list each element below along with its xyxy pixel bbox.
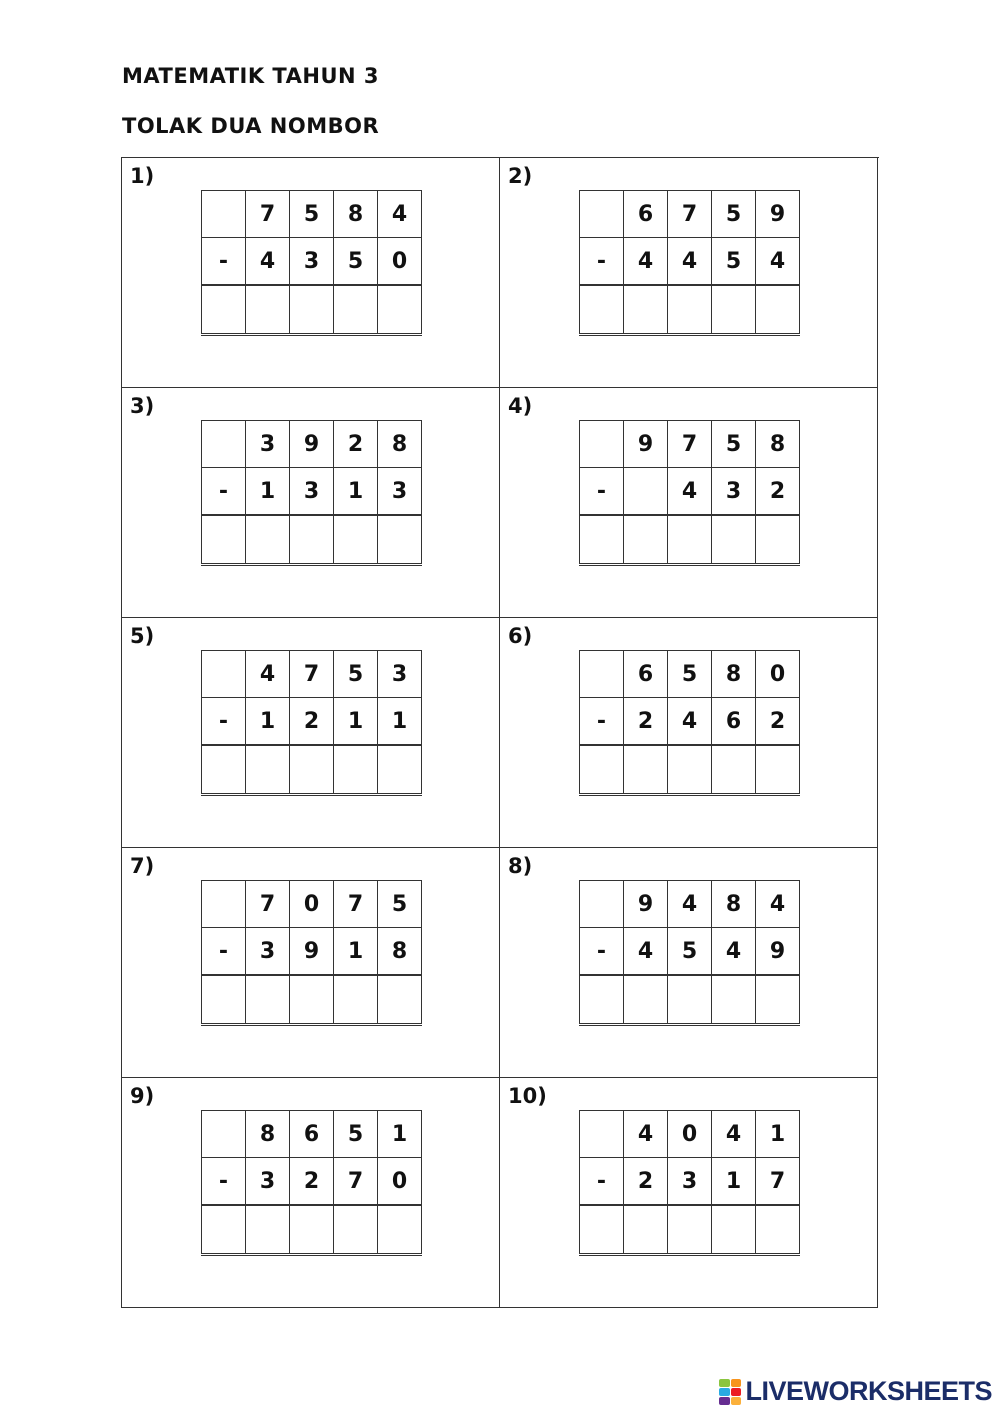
answer-box[interactable] xyxy=(668,285,712,335)
subtrahend-digit: 4 xyxy=(624,238,668,286)
subtrahend-digit: 1 xyxy=(334,698,378,746)
minuend-row xyxy=(580,1111,800,1158)
minuend-digit: 5 xyxy=(334,1111,378,1158)
subtrahend-row xyxy=(202,468,422,516)
subtrahend-digit: 4 xyxy=(668,238,712,286)
subtrahend-digit: 3 xyxy=(378,468,422,516)
minuend-digit: 2 xyxy=(334,421,378,468)
sign-cell xyxy=(202,421,246,468)
answer-box[interactable] xyxy=(202,745,246,795)
worksheet-subtitle: TOLAK DUA NOMBOR xyxy=(122,114,380,138)
answer-row xyxy=(202,745,422,795)
logo-tile xyxy=(719,1379,730,1387)
minuend-digit: 8 xyxy=(378,421,422,468)
sign-cell xyxy=(580,421,624,468)
minuend-digit: 8 xyxy=(334,191,378,238)
answer-box[interactable] xyxy=(580,745,624,795)
answer-box[interactable] xyxy=(246,745,290,795)
minuend-digit: 4 xyxy=(668,881,712,928)
worksheet-title: MATEMATIK TAHUN 3 xyxy=(122,64,380,88)
subtrahend-digit: 8 xyxy=(378,928,422,976)
minuend-digit: 4 xyxy=(756,881,800,928)
answer-box[interactable] xyxy=(290,285,334,335)
subtrahend-digit: 2 xyxy=(756,698,800,746)
problem-number: 6) xyxy=(508,624,533,648)
answer-row xyxy=(580,745,800,795)
minuend-row xyxy=(202,421,422,468)
problem-number: 3) xyxy=(130,394,155,418)
minuend-digit: 4 xyxy=(624,1111,668,1158)
subtrahend-digit: 4 xyxy=(712,928,756,976)
answer-row xyxy=(580,515,800,565)
subtrahend-row xyxy=(580,928,800,976)
logo-tile xyxy=(731,1379,742,1387)
subtrahend-row xyxy=(202,928,422,976)
answer-box[interactable] xyxy=(712,1205,756,1255)
subtrahend-row xyxy=(202,698,422,746)
minuend-digit: 0 xyxy=(290,881,334,928)
logo-tile xyxy=(719,1397,730,1405)
minuend-digit: 8 xyxy=(712,881,756,928)
minuend-row xyxy=(202,191,422,238)
answer-box[interactable] xyxy=(378,745,422,795)
minuend-digit: 6 xyxy=(624,651,668,698)
answer-box[interactable] xyxy=(624,285,668,335)
subtrahend-digit: 3 xyxy=(246,928,290,976)
subtrahend-row xyxy=(580,1158,800,1206)
subtrahend-row xyxy=(202,238,422,286)
problem-cell xyxy=(500,848,878,1078)
logo-tile xyxy=(719,1388,730,1396)
liveworksheets-logo-icon xyxy=(719,1379,741,1405)
minuend-digit: 8 xyxy=(756,421,800,468)
answer-box[interactable] xyxy=(290,1205,334,1255)
answer-box[interactable] xyxy=(712,285,756,335)
subtrahend-digit: 0 xyxy=(378,238,422,286)
answer-box[interactable] xyxy=(624,1205,668,1255)
subtrahend-digit: 1 xyxy=(334,928,378,976)
minuend-digit: 5 xyxy=(378,881,422,928)
answer-row xyxy=(580,285,800,335)
minuend-row xyxy=(580,881,800,928)
answer-box[interactable] xyxy=(580,1205,624,1255)
answer-box[interactable] xyxy=(756,515,800,565)
sign-cell xyxy=(580,191,624,238)
minuend-digit: 6 xyxy=(290,1111,334,1158)
problem-cell xyxy=(500,618,878,848)
answer-box[interactable] xyxy=(202,1205,246,1255)
minuend-digit: 1 xyxy=(378,1111,422,1158)
minuend-digit: 7 xyxy=(246,881,290,928)
minuend-digit: 3 xyxy=(378,651,422,698)
answer-box[interactable] xyxy=(334,1205,378,1255)
subtrahend-digit: 1 xyxy=(246,698,290,746)
subtraction-table xyxy=(579,880,800,1026)
subtrahend-digit: 5 xyxy=(334,238,378,286)
subtrahend-digit: 6 xyxy=(712,698,756,746)
minuend-digit: 0 xyxy=(668,1111,712,1158)
problem-cell xyxy=(122,618,500,848)
answer-box[interactable] xyxy=(668,745,712,795)
subtrahend-digit: 0 xyxy=(378,1158,422,1206)
problem-number: 9) xyxy=(130,1084,155,1108)
answer-box[interactable] xyxy=(668,515,712,565)
answer-box[interactable] xyxy=(712,975,756,1025)
sign-cell xyxy=(202,1111,246,1158)
problem-number: 2) xyxy=(508,164,533,188)
minus-sign: - xyxy=(580,238,624,286)
minuend-digit: 0 xyxy=(756,651,800,698)
problem-cell xyxy=(122,388,500,618)
subtrahend-row xyxy=(580,698,800,746)
answer-box[interactable] xyxy=(624,745,668,795)
minuend-digit: 5 xyxy=(334,651,378,698)
subtrahend-digit: 5 xyxy=(668,928,712,976)
minuend-row xyxy=(580,651,800,698)
subtrahend-row xyxy=(202,1158,422,1206)
minuend-digit: 4 xyxy=(378,191,422,238)
minuend-digit: 7 xyxy=(334,881,378,928)
answer-box[interactable] xyxy=(756,975,800,1025)
subtraction-table xyxy=(579,650,800,796)
subtrahend-digit: 2 xyxy=(624,698,668,746)
subtraction-table xyxy=(201,880,422,1026)
problem-cell xyxy=(122,1078,500,1308)
minuend-row xyxy=(202,881,422,928)
answer-box[interactable] xyxy=(712,515,756,565)
minus-sign: - xyxy=(202,928,246,976)
subtrahend-digit: 9 xyxy=(756,928,800,976)
minuend-digit: 8 xyxy=(246,1111,290,1158)
minuend-digit: 7 xyxy=(668,191,712,238)
subtrahend-digit: 9 xyxy=(290,928,334,976)
minuend-digit: 4 xyxy=(712,1111,756,1158)
answer-box[interactable] xyxy=(290,975,334,1025)
answer-box[interactable] xyxy=(378,285,422,335)
subtraction-table xyxy=(201,190,422,336)
answer-row xyxy=(202,515,422,565)
answer-row xyxy=(202,285,422,335)
subtraction-table xyxy=(201,1110,422,1256)
subtrahend-digit: 2 xyxy=(624,1158,668,1206)
subtrahend-digit: 5 xyxy=(712,238,756,286)
subtrahend-digit: 2 xyxy=(290,1158,334,1206)
sign-cell xyxy=(580,881,624,928)
minuend-digit: 5 xyxy=(290,191,334,238)
answer-box[interactable] xyxy=(202,975,246,1025)
answer-box[interactable] xyxy=(756,1205,800,1255)
problem-cell xyxy=(500,388,878,618)
answer-box[interactable] xyxy=(334,515,378,565)
answer-box[interactable] xyxy=(756,745,800,795)
minuend-digit: 6 xyxy=(624,191,668,238)
subtrahend-digit: 4 xyxy=(246,238,290,286)
answer-box[interactable] xyxy=(246,975,290,1025)
answer-box[interactable] xyxy=(246,1205,290,1255)
sign-cell xyxy=(202,191,246,238)
subtraction-table xyxy=(579,190,800,336)
subtrahend-digit: 2 xyxy=(290,698,334,746)
problem-number: 7) xyxy=(130,854,155,878)
subtraction-table xyxy=(201,650,422,796)
minuend-digit: 9 xyxy=(624,421,668,468)
minus-sign: - xyxy=(202,1158,246,1206)
minuend-digit: 7 xyxy=(668,421,712,468)
logo-tile xyxy=(731,1388,742,1396)
minus-sign: - xyxy=(580,698,624,746)
answer-box[interactable] xyxy=(580,975,624,1025)
minus-sign: - xyxy=(580,928,624,976)
answer-row xyxy=(202,975,422,1025)
liveworksheets-brand xyxy=(719,1376,992,1407)
subtrahend-digit: 3 xyxy=(668,1158,712,1206)
sign-cell xyxy=(580,1111,624,1158)
problem-cell xyxy=(500,158,878,388)
answer-box[interactable] xyxy=(756,285,800,335)
subtrahend-digit: 4 xyxy=(668,468,712,516)
answer-box[interactable] xyxy=(202,515,246,565)
subtrahend-digit: 7 xyxy=(334,1158,378,1206)
minuend-digit: 7 xyxy=(246,191,290,238)
subtrahend-digit: 4 xyxy=(668,698,712,746)
subtrahend-digit: 1 xyxy=(246,468,290,516)
subtraction-table xyxy=(579,1110,800,1256)
subtraction-table xyxy=(201,420,422,566)
answer-box[interactable] xyxy=(624,515,668,565)
answer-box[interactable] xyxy=(290,745,334,795)
subtrahend-digit: 1 xyxy=(378,698,422,746)
minus-sign: - xyxy=(202,238,246,286)
subtrahend-digit: 2 xyxy=(756,468,800,516)
answer-box[interactable] xyxy=(246,515,290,565)
minuend-digit: 5 xyxy=(668,651,712,698)
answer-box[interactable] xyxy=(334,285,378,335)
subtrahend-digit: 1 xyxy=(334,468,378,516)
answer-box[interactable] xyxy=(624,975,668,1025)
answer-box[interactable] xyxy=(712,745,756,795)
problem-cell xyxy=(122,848,500,1078)
answer-box[interactable] xyxy=(580,515,624,565)
minuend-digit: 9 xyxy=(756,191,800,238)
answer-box[interactable] xyxy=(580,285,624,335)
subtrahend-digit: 7 xyxy=(756,1158,800,1206)
brand-text: LIVEWORKSHEETS xyxy=(745,1376,992,1406)
answer-row xyxy=(580,1205,800,1255)
subtrahend-digit: 4 xyxy=(756,238,800,286)
answer-box[interactable] xyxy=(668,1205,712,1255)
problem-cell xyxy=(500,1078,878,1308)
subtrahend-digit xyxy=(624,468,668,516)
subtraction-table xyxy=(579,420,800,566)
subtrahend-digit: 1 xyxy=(712,1158,756,1206)
subtrahend-digit: 3 xyxy=(246,1158,290,1206)
minuend-row xyxy=(580,421,800,468)
problem-number: 5) xyxy=(130,624,155,648)
answer-box[interactable] xyxy=(334,745,378,795)
minuend-digit: 7 xyxy=(290,651,334,698)
subtrahend-row xyxy=(580,468,800,516)
answer-box[interactable] xyxy=(246,285,290,335)
minuend-digit: 3 xyxy=(246,421,290,468)
minuend-digit: 1 xyxy=(756,1111,800,1158)
answer-box[interactable] xyxy=(378,515,422,565)
minuend-digit: 9 xyxy=(290,421,334,468)
minuend-row xyxy=(202,1111,422,1158)
subtrahend-digit: 3 xyxy=(290,468,334,516)
minuend-digit: 9 xyxy=(624,881,668,928)
minus-sign: - xyxy=(580,468,624,516)
problem-cell xyxy=(122,158,500,388)
answer-box[interactable] xyxy=(202,285,246,335)
logo-tile xyxy=(731,1397,742,1405)
minus-sign: - xyxy=(202,698,246,746)
answer-box[interactable] xyxy=(668,975,712,1025)
answer-row xyxy=(202,1205,422,1255)
problems-grid xyxy=(121,157,879,1308)
subtrahend-digit: 3 xyxy=(712,468,756,516)
problem-number: 10) xyxy=(508,1084,547,1108)
sign-cell xyxy=(202,651,246,698)
problem-number: 4) xyxy=(508,394,533,418)
minuend-digit: 8 xyxy=(712,651,756,698)
minuend-digit: 5 xyxy=(712,191,756,238)
problem-number: 1) xyxy=(130,164,155,188)
subtrahend-row xyxy=(580,238,800,286)
subtrahend-digit: 4 xyxy=(624,928,668,976)
minus-sign: - xyxy=(580,1158,624,1206)
minus-sign: - xyxy=(202,468,246,516)
answer-box[interactable] xyxy=(290,515,334,565)
sign-cell xyxy=(202,881,246,928)
problem-number: 8) xyxy=(508,854,533,878)
answer-box[interactable] xyxy=(378,975,422,1025)
minuend-row xyxy=(580,191,800,238)
subtrahend-digit: 3 xyxy=(290,238,334,286)
answer-box[interactable] xyxy=(378,1205,422,1255)
minuend-digit: 4 xyxy=(246,651,290,698)
answer-row xyxy=(580,975,800,1025)
sign-cell xyxy=(580,651,624,698)
answer-box[interactable] xyxy=(334,975,378,1025)
minuend-row xyxy=(202,651,422,698)
minuend-digit: 5 xyxy=(712,421,756,468)
